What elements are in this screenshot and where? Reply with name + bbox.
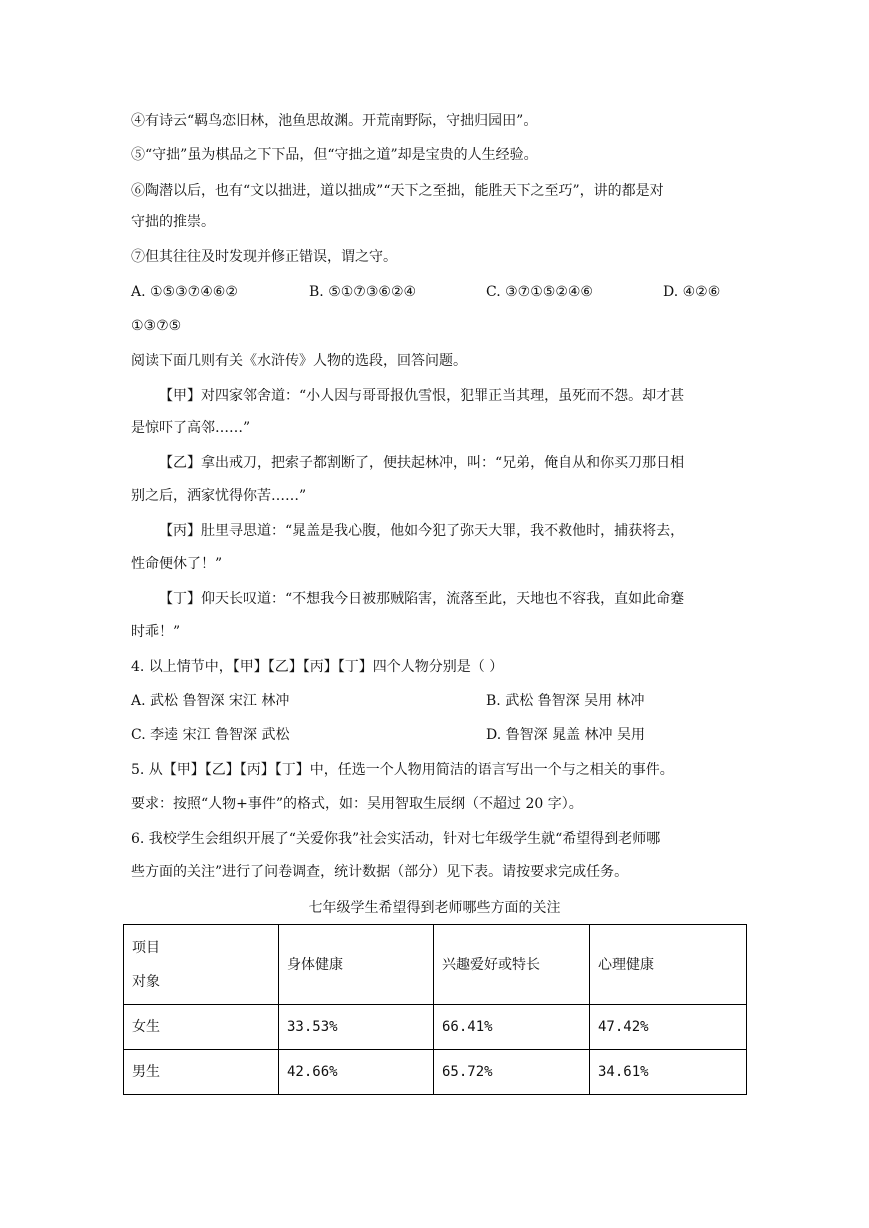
passage-ding-line-2: 时乖！” (131, 624, 181, 640)
passage-yi-line-1: 【乙】拿出戒刀，把索子都割断了，便扶起林冲，叫：“兄弟，俺自从和你买刀那日相 (159, 455, 685, 471)
table-header-row (124, 925, 747, 1005)
passage-yi-line-2: 别之后，洒家忧得你苦……” (131, 488, 307, 504)
q3-option-a: A. ①⑤③⑦④⑥② (131, 284, 238, 300)
column-header: 身体健康 (279, 925, 434, 1005)
row-label: 男生 (124, 1050, 279, 1095)
passage-bing-line-1: 【丙】肚里寻思道：“晁盖是我心腹，他如今犯了弥天大罪，我不救他时，捕获将去， (159, 523, 685, 539)
sentence-7: ⑦但其往往及时发现并修正错误，谓之守。 (131, 249, 397, 265)
sentence-6-line-1: ⑥陶潜以后，也有“文以拙进，道以拙成”“天下之至拙，能胜天下之至巧”，讲的都是对 (131, 183, 664, 199)
row-label: 女生 (124, 1005, 279, 1050)
q3-option-d: D. ④②⑥ (663, 284, 721, 300)
sentence-4: ④有诗云“羁鸟恋旧林，池鱼思故渊。开荒南野际，守拙归园田”。 (131, 113, 538, 129)
q4-option-c: C. 李逵 宋江 鲁智深 武松 (131, 727, 290, 743)
passage-bing-line-2: 性命便休了！” (131, 556, 223, 572)
corner-label-subject: 对象 (132, 973, 160, 990)
q3-option-c: C. ③⑦①⑤②④⑥ (486, 284, 593, 300)
table-cell: 42.66% (279, 1050, 434, 1095)
table-cell: 66.41% (434, 1005, 590, 1050)
question-6-line-1: 6. 我校学生会组织开展了“关爱你我”社会实活动，针对七年级学生就“希望得到老师哪 (131, 831, 661, 847)
question-6-line-2: 些方面的关注”进行了问卷调查，统计数据（部分）见下表。请按要求完成任务。 (131, 864, 629, 880)
q4-option-a: A. 武松 鲁智深 宋江 林冲 (131, 693, 290, 709)
column-header: 兴趣爱好或特长 (434, 925, 590, 1005)
column-header: 心理健康 (590, 925, 747, 1005)
q4-option-d: D. 鲁智深 晁盖 林冲 吴用 (486, 727, 645, 743)
q3-option-b: B. ⑤①⑦③⑥②④ (309, 284, 417, 300)
q3-option-d-continued: ①③⑦⑤ (131, 318, 182, 334)
passage-ding-line-1: 【丁】仰天长叹道：“不想我今日被那贼陷害，流落至此，天地也不容我，直如此命蹇 (159, 591, 685, 607)
question-5-line-1: 5. 从【甲】【乙】【丙】【丁】中，任选一个人物用简洁的语言写出一个与之相关的事件。 (131, 762, 674, 778)
sentence-5: ⑤“守拙”虽为棋品之下下品，但“守拙之道”却是宝贵的人生经验。 (131, 147, 538, 163)
table-row (124, 1050, 747, 1095)
table-row (124, 1005, 747, 1050)
table-cell: 33.53% (279, 1005, 434, 1050)
question-4-stem: 4. 以上情节中，【甲】【乙】【丙】【丁】四个人物分别是（ ） (131, 659, 504, 675)
reading-intro: 阅读下面几则有关《水浒传》人物的选段，回答问题。 (131, 353, 467, 369)
passage-jia-line-1: 【甲】对四家邻舍道：“小人因与哥哥报仇雪恨，犯罪正当其理，虽死而不怨。却才甚 (159, 388, 685, 404)
survey-table (123, 924, 747, 1095)
passage-jia-line-2: 是惊吓了高邻……” (131, 420, 251, 436)
table-cell: 34.61% (590, 1050, 747, 1095)
sentence-6-line-2: 守拙的推崇。 (131, 214, 215, 230)
table-cell: 47.42% (590, 1005, 747, 1050)
table-cell: 65.72% (434, 1050, 590, 1095)
table-corner-cell (124, 925, 279, 1005)
question-5-line-2: 要求：按照“人物+事件”的格式，如：吴用智取生辰纲（不超过 20 字）。 (131, 796, 583, 812)
q4-option-b: B. 武松 鲁智深 吴用 林冲 (486, 693, 645, 709)
corner-label-item: 项目 (132, 939, 160, 956)
table-caption: 七年级学生希望得到老师哪些方面的关注 (308, 900, 561, 916)
